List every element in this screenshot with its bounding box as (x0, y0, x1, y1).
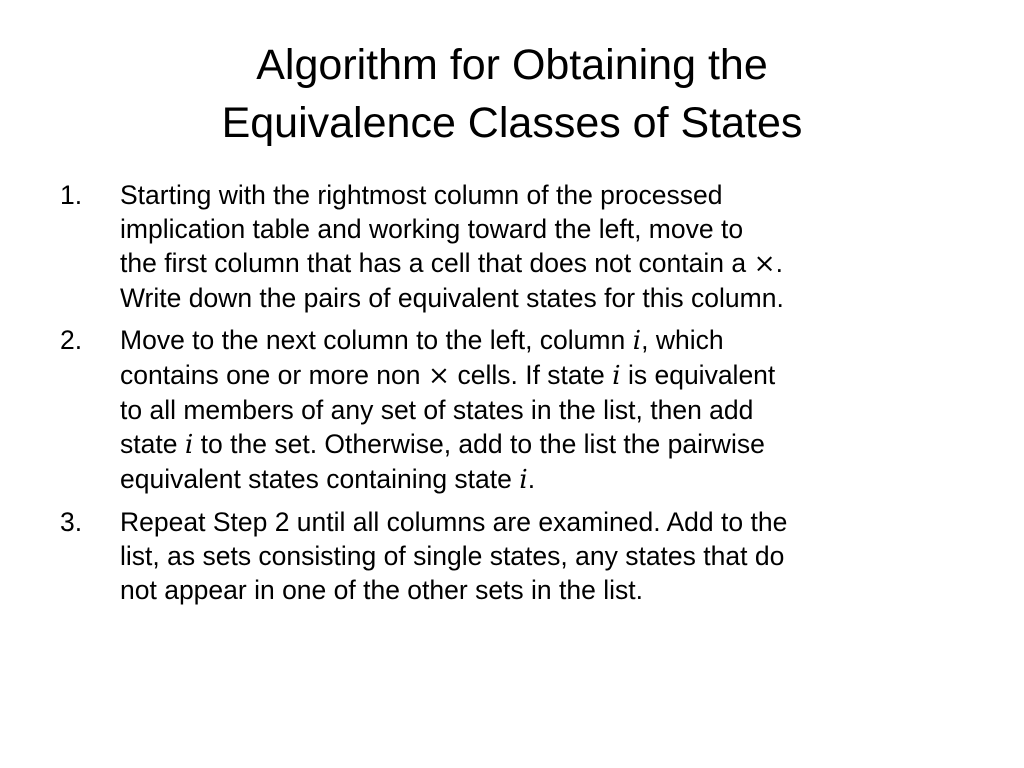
step-2-line-2 (120, 358, 960, 393)
variable-i: i (519, 464, 528, 495)
step-3-line-1: Repeat Step 2 until all columns are examined. Add to the (120, 507, 788, 537)
step-1-line-4: Write down the pairs of equivalent states for this column. (120, 283, 784, 313)
variable-i: i (632, 325, 642, 356)
step-2-line-5-text: equivalent states containing state (120, 464, 520, 494)
step-3-line-2: list, as sets consisting of single states, any states that do (120, 541, 785, 571)
title-line-1: Algorithm for Obtaining the (256, 41, 768, 89)
step-2-line-4 (120, 427, 960, 462)
variable-i: i (184, 429, 194, 460)
step-2-line-1 (120, 323, 960, 358)
step-2 (60, 323, 960, 497)
step-1-line-3-text: the first column that has a cell that does not contain a (120, 248, 754, 278)
times-symbol: × (427, 360, 451, 391)
variable-i: i (612, 360, 621, 391)
step-2-line-5 (120, 462, 960, 497)
step-2-line-4-text: state (120, 429, 185, 459)
step-number-2: 2. (60, 325, 83, 355)
step-2-line-1-text: Move to the next column to the left, column (120, 325, 633, 355)
step-2-line-4-end: to the set. Otherwise, add to the list the pairwise (193, 429, 765, 459)
step-1 (60, 178, 960, 315)
title-line-2: Equivalence Classes of States (221, 99, 803, 147)
step-3 (60, 505, 960, 607)
step-2-line-3: to all members of any set of states in the list, then add (120, 395, 754, 425)
algorithm-steps (60, 178, 960, 615)
step-1-line-3 (120, 246, 960, 281)
step-number-3: 3. (60, 507, 83, 537)
step-1-line-2: implication table and working toward the left, move to (120, 214, 744, 244)
step-1-line-1: Starting with the rightmost column of the processed (120, 180, 723, 210)
times-symbol: × (753, 248, 776, 279)
step-1-line-3-end: . (775, 248, 784, 278)
step-2-line-2-middle: cells. If state (450, 360, 613, 390)
step-2-line-1-end: , which (641, 325, 724, 355)
step-2-line-2-text: contains one or more non (120, 360, 428, 390)
step-3-line-3: not appear in one of the other sets in the list. (120, 575, 643, 605)
step-2-line-5-end: . (527, 464, 536, 494)
slide-title (60, 36, 964, 152)
step-number-1: 1. (60, 180, 83, 210)
step-2-line-2-end: is equivalent (620, 360, 776, 390)
